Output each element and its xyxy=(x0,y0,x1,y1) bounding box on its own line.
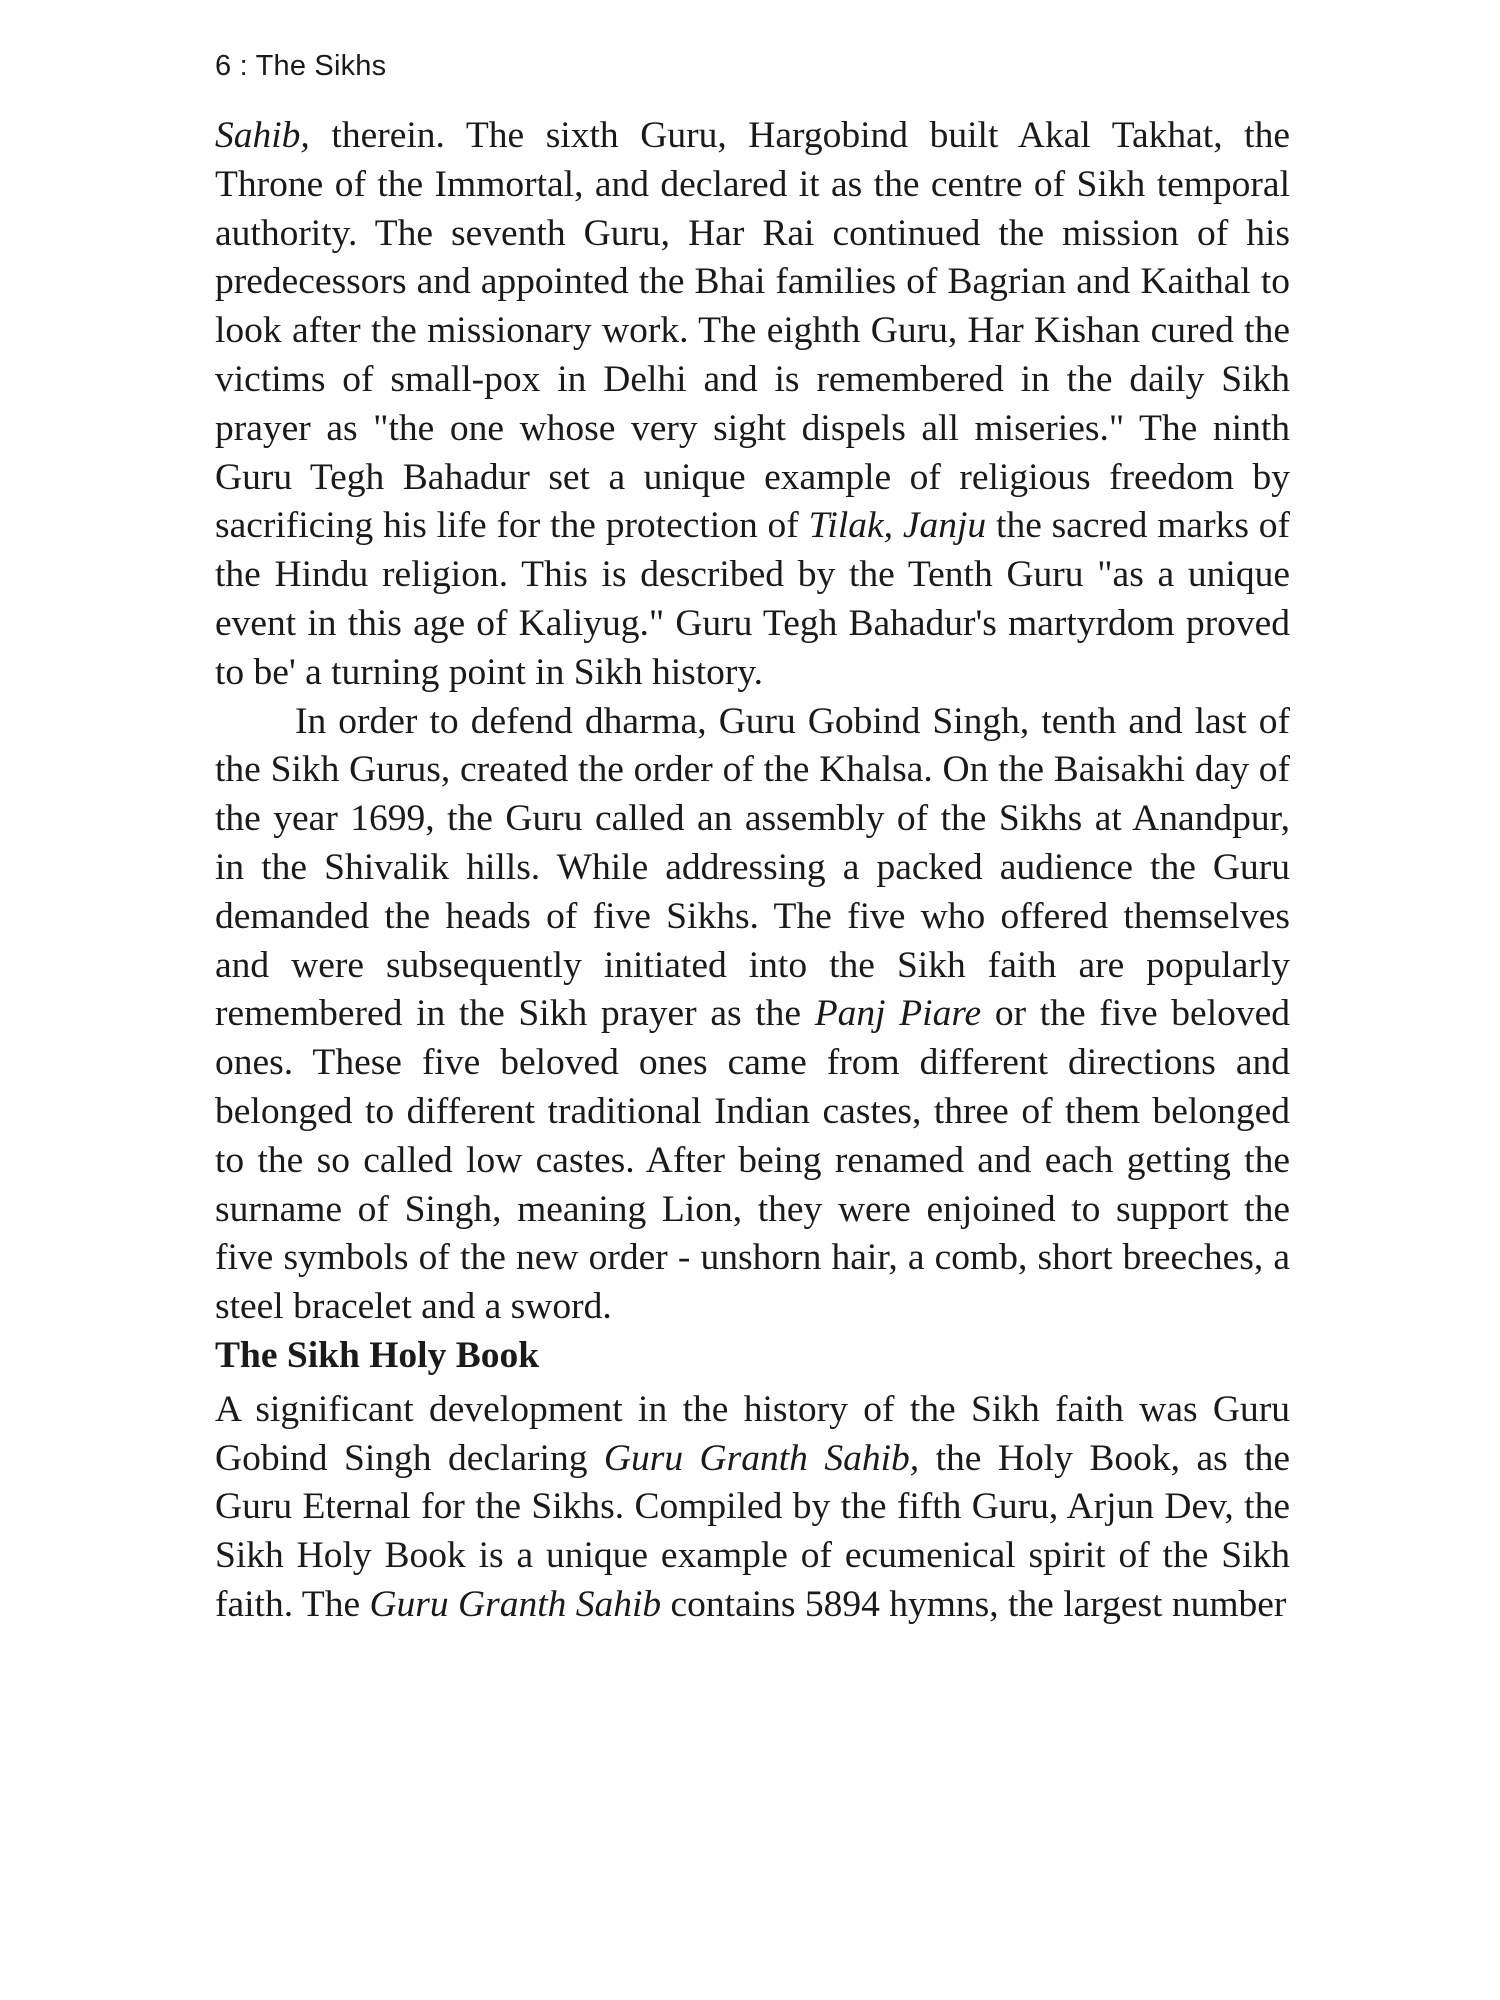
italic-term: Guru Granth Sahib, xyxy=(603,1437,920,1479)
text-run: therein. The sixth Guru, Hargobind built Akal Takhat, the Throne of the Immortal, and declared it as the centre of Sikh temporal authority. The seventh Guru, Har Rai continued the mission of his predecessors and appointed the Bhai families of Bagrian and Kaithal to look after the missionary work. The eighth Guru, Har Kishan cured the victims of small-pox in Delhi and is remembered in the daily Sikh prayer as "the one whose very sight dispels all miseries." The ninth Guru Tegh Bahadur set a unique example of religious freedom by sacrificing his life for the protection of xyxy=(215,115,1290,547)
paragraph-2 xyxy=(215,698,1290,1332)
italic-term: Panj Piare xyxy=(814,993,982,1035)
italic-term: Guru Granth Sahib xyxy=(369,1583,662,1625)
running-head: 6 : The Sikhs xyxy=(215,50,387,82)
italic-term: Sahib, xyxy=(215,115,310,156)
text-run: the Holy Book, as the Guru Eternal for the Sikhs. Compiled by the fifth Guru, Arjun Dev, the Sikh Holy Book is a unique example of ecumenical spirit of the Sikh faith. The xyxy=(215,1437,1290,1625)
paragraph-1 xyxy=(215,112,1290,698)
paragraph-3 xyxy=(215,1386,1290,1630)
text-run: or the five beloved ones. These five beloved ones came from different directions and belonged to different traditional Indian castes, three of them belonged to the so called low castes. After being renamed and each getting the surname of Singh, meaning Lion, they were enjoined to support the five symbols of the new order - unshorn hair, a comb, short breeches, a steel bracelet and a sword. xyxy=(215,993,1291,1328)
text-run: the sacred marks of the Hindu religion. This is described by the Tenth Guru "as a unique event in this age of Kaliyug." Guru Tegh Bahadur's martyrdom proved to be' a turning point in Sikh history. xyxy=(215,505,1290,693)
section-heading: The Sikh Holy Book xyxy=(215,1334,540,1376)
italic-term: Tilak, Janju xyxy=(808,505,987,547)
text-run: In order to defend dharma, Guru Gobind Singh, tenth and last of the Sikh Gurus, created the order of the Khalsa. On the Baisakhi day of the year 1699, the Guru called an assembly of the Sikhs at Anandpur, in the Shivalik hills. While addressing a packed audience the Guru demanded the heads of five Sikhs. The five who offered themselves and were subsequently initiated into the Sikh faith are popularly remembered in the Sikh prayer as the xyxy=(215,700,1290,1035)
text-run: contains 5894 hymns, the largest number xyxy=(661,1583,1287,1625)
text-run: A significant development in the history of the Sikh faith was Guru Gobind Singh declaring xyxy=(215,1388,1290,1479)
body-text xyxy=(215,112,1290,1630)
